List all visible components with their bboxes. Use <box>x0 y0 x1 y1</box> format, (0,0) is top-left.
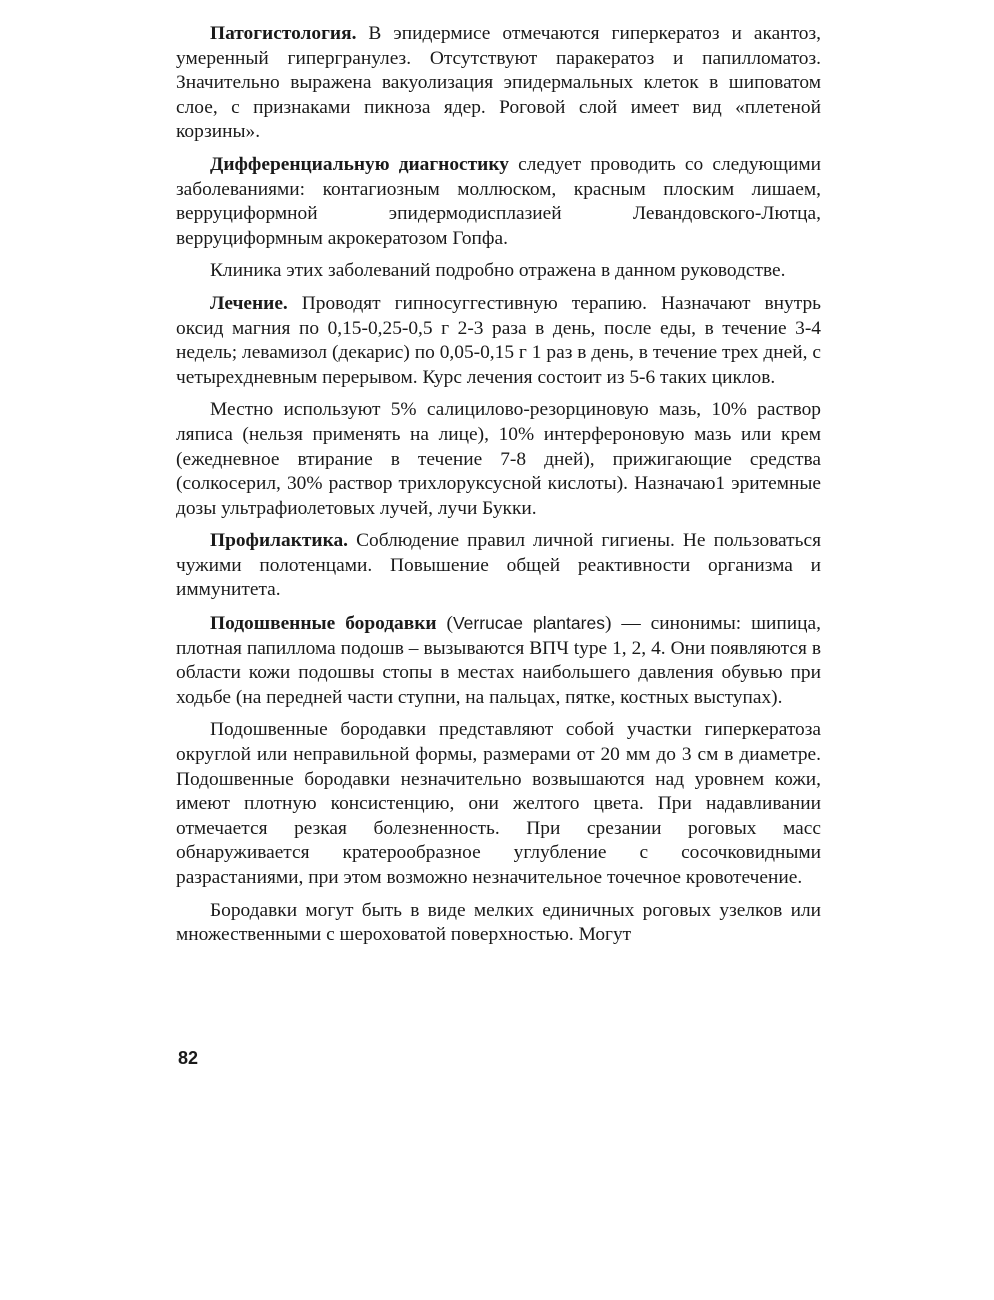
paragraph-text: Соблюдение правил личной гигиены. Не пользоваться чужими полотенцами. Повышение общей реактивности организма и иммунитета. <box>176 530 821 601</box>
term-plantar-warts: Подошвенные бородавки <box>210 613 437 635</box>
paragraph-local-treatment <box>176 398 821 521</box>
page-body <box>176 22 821 956</box>
term-treatment: Лечение. <box>210 292 288 314</box>
paragraph-text: Клиника этих заболеваний подробно отражена в данном руководстве. <box>210 260 786 282</box>
paragraph-plantar-warts-description <box>176 718 821 890</box>
term-pathohistology: Патогистология. <box>210 23 357 44</box>
paragraph-text: Проводят гипносуггестивную терапию. Назначают внутрь оксид магния по 0,15-0,25-0,5 г 2-3 раза в день, после еды, в течение 3-4 недель; левамизол (декарис) по 0,05-0,15 г 1 раз в день, в течение трех дней, с четырехдневным перерывом. Курс лечения состоит из 5-6 таких циклов. <box>176 292 821 388</box>
term-differential-diagnosis: Дифференциальную диагностику <box>210 153 509 175</box>
term-prophylaxis: Профилактика. <box>210 530 349 552</box>
paragraph-prophylaxis <box>176 529 821 603</box>
page-number: 82 <box>178 1048 199 1068</box>
paragraph-warts-forms <box>176 899 821 948</box>
paragraph-plantar-warts <box>176 611 821 710</box>
paragraph-clinic-note <box>176 259 821 284</box>
paragraph-treatment <box>176 292 821 390</box>
paragraph-text: следует проводить со следующими заболеваниями: контагиозным моллюском, красным плоским лишаем, верруциформной эпидермодисплазией Левандовского-Лютца, верруциформным акрокератозом Гопфа. <box>176 153 822 249</box>
paragraph-pathohistology <box>176 22 821 145</box>
paragraph-differential-diagnosis <box>176 153 821 251</box>
paragraph-text: Бородавки могут быть в виде мелких единичных роговых узелков или множественными с шероховатой поверхностью. Могут <box>176 899 821 946</box>
paragraph-text: ) — синонимы: шипица, плотная папиллома подошв – вызываются ВПЧ type 1, 2, 4. Они появляются в области кожи подошвы стопы в местах наибольшего давления обувью при ходьбе (на передней части ступни, на пальцах, пятке, костных выступах). <box>176 613 821 708</box>
paragraph-text: В эпидермисе отмечаются гиперкератоз и акантоз, умеренный гипергранулез. Отсутствуют паракератоз и папилломатоз. Значительно выражена вакуолизация эпидермальных клеток в шиповатом слое, с признаками пикноза ядер. Роговой слой имеет вид «плетеной корзины». <box>176 23 821 143</box>
paragraph-text: Местно используют 5% салицилово-резорциновую мазь, 10% раствор ляписа (нельзя применять на лице), 10% интерфероновую мазь или крем (ежедневное втирание в течение 7-8 дней), прижигающие средства (солкосерил, 30% раствор трихлоруксусной кислоты). Назначаю1 эритемные дозы ультрафиолетовых лучей, лучи Букки. <box>176 399 821 519</box>
paragraph-text: Подошвенные бородавки представляют собой участки гиперкератоза округлой или неправильной формы, размерами от 20 мм до 3 см в диаметре. Подошвенные бородавки незначительно возвышаются над уровнем кожи, имеют плотную консистенцию, они желтого цвета. При надавливании отмечается резкая болезненность. При срезании роговых масс обнаруживается кратерообразное углубление с сосочковидными разрастаниями, при этом возможно незначительное точечное кровотечение. <box>176 719 821 888</box>
latin-name: Verrucae plantares <box>452 613 605 634</box>
paragraph-text-prefix: ( <box>436 613 453 635</box>
